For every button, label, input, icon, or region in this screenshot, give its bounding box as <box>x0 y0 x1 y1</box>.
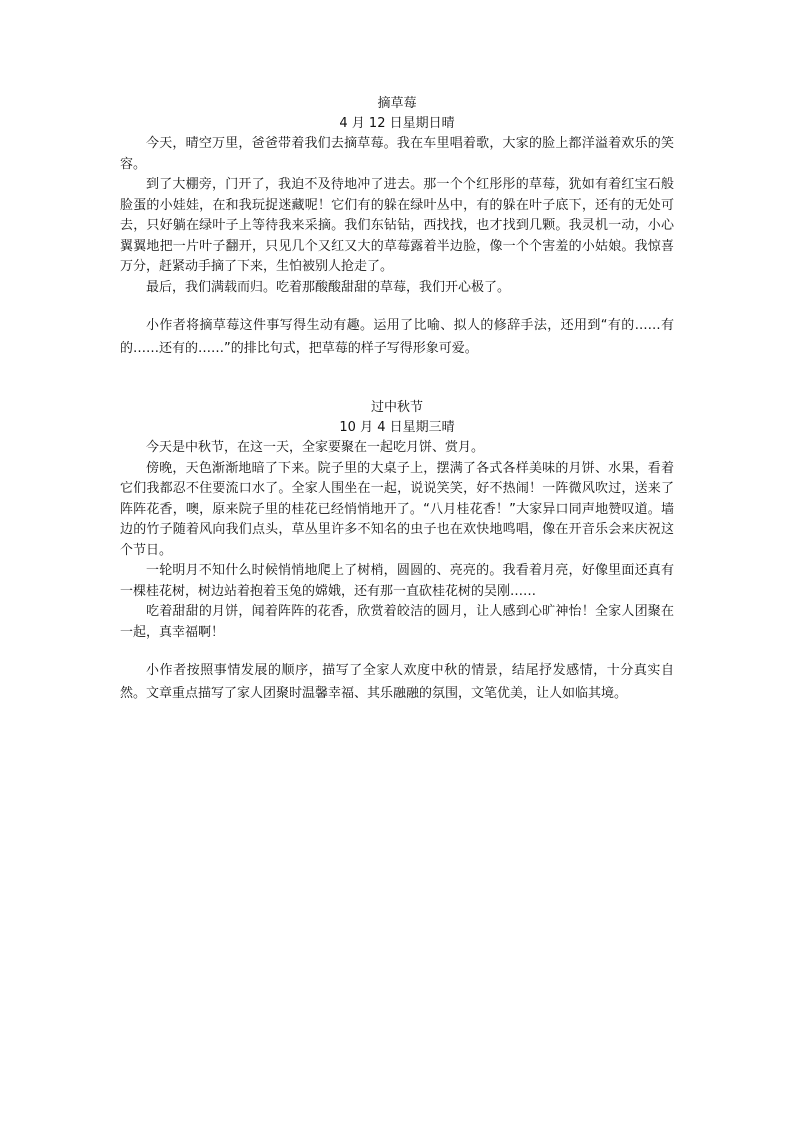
teacher-comment: 小作者按照事情发展的顺序，描写了全家人欢度中秋的情景，结尾抒发感情，十分真实自然。文章重点描写了家人团聚时温馨幸福、其乐融融的氛围，文笔优美，让人如临其境。 <box>120 663 674 701</box>
spacer <box>120 643 674 659</box>
essay-paragraph: 今天是中秋节，在这一天，全家要聚在一起吃月饼、赏月。 <box>146 440 485 455</box>
essay-date: 10 月 4 日星期三晴 <box>339 420 455 435</box>
essay-paragraph: 吃着甜甜的月饼，闻着阵阵的花香，欣赏着皎洁的圆月，让人感到心旷神怡！全家人团聚在一起，真幸福啊！ <box>120 604 674 640</box>
essay-title: 摘草莓 <box>377 96 417 111</box>
essay-date: 4 月 12 日星期日晴 <box>339 116 455 131</box>
essay-title: 过中秋节 <box>370 400 423 415</box>
essay-picking-strawberries <box>120 94 674 360</box>
essay-paragraph: 一轮明月不知什么时候悄悄地爬上了树梢，圆圆的、亮亮的。我看着月亮，好像里面还真有一棵桂花树，树边站着抱着玉兔的嫦娥，还有那一直砍桂花树的吴刚…… <box>120 563 674 599</box>
essay-paragraph: 到了大棚旁，门开了，我迫不及待地冲了进去。那一个个红彤彤的草莓，犹如有着红宝石般脸蛋的小娃娃，在和我玩捉迷藏呢！它们有的躲在绿叶丛中，有的躲在叶子底下，还有的无处可去，只好躺在绿叶子上等待我来采摘。我们东钻钻，西找找，也才找到几颗。我灵机一动，小心翼翼地把一片叶子翻开，只见几个又红又大的草莓露着半边脸，像一个个害羞的小姑娘。我惊喜万分，赶紧动手摘了下来，生怕被别人抢走了。 <box>120 177 674 274</box>
essay-paragraph: 傍晚，天色渐渐地暗了下来。院子里的大桌子上，摆满了各式各样美味的月饼、水果，看着它们我都忍不住要流口水了。全家人围坐在一起，说说笑笑，好不热闹！一阵微风吹过，送来了阵阵花香，噢，原来院子里的桂花已经悄悄地开了。“八月桂花香！”大家异口同声地赞叹道。墙边的竹子随着风向我们点头，草丛里许多不知名的虫子也在欢快地鸣唱，像在开音乐会来庆祝这个节日。 <box>120 460 674 558</box>
essay-mid-autumn-festival <box>120 398 674 705</box>
essay-paragraph: 最后，我们满载而归。吃着那酸酸甜甜的草莓，我们开心极了。 <box>146 279 511 295</box>
teacher-comment: 小作者将摘草莓这件事写得生动有趣。运用了比喻、拟人的修辞手法，还用到“有的……有的……还有的……”的排比句式，把草莓的样子写得形象可爱。 <box>120 318 674 356</box>
spacer <box>120 298 674 314</box>
spacer <box>120 360 674 398</box>
essay-paragraph: 今天，晴空万里，爸爸带着我们去摘草莓。我在车里唱着歌，大家的脸上都洋溢着欢乐的笑容。 <box>120 136 674 172</box>
